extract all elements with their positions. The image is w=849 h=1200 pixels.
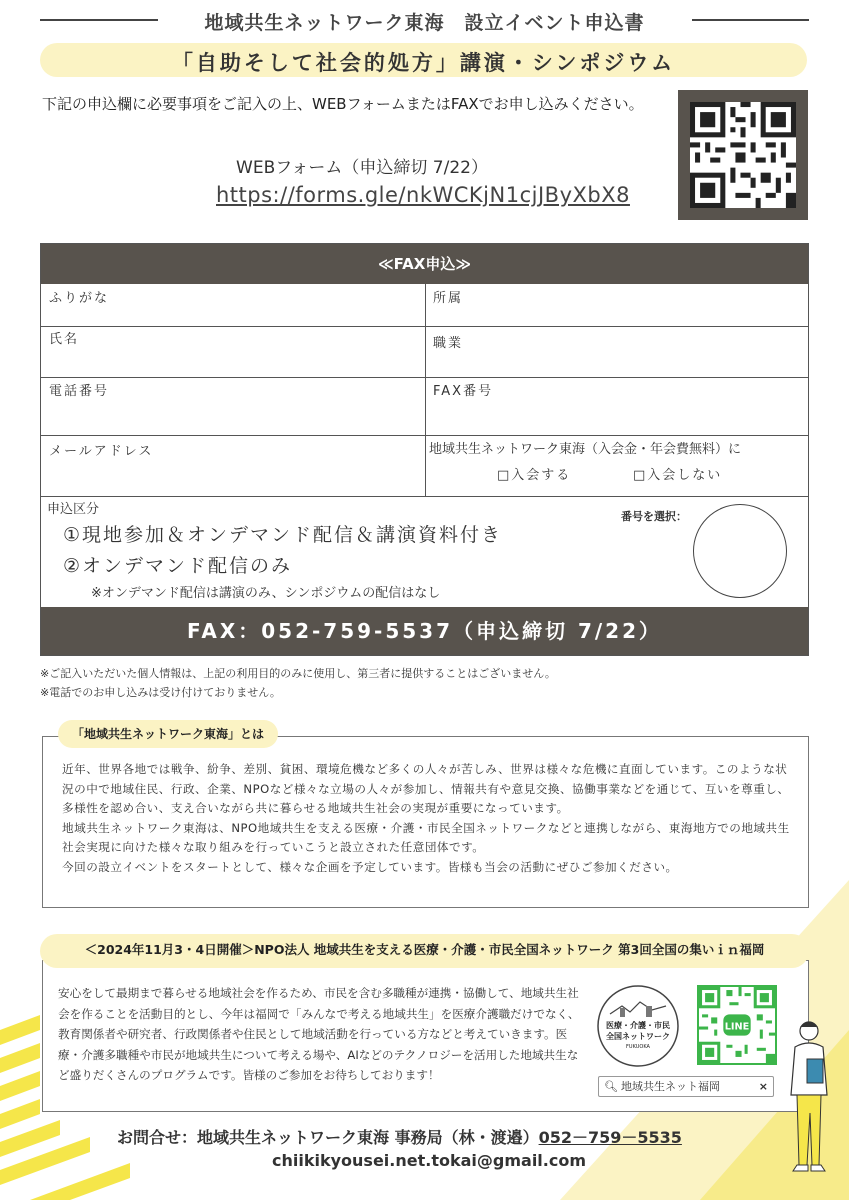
privacy-note: ※ご記入いただいた個人情報は、上記の利用目的のみに使用し、第三者に提供することはございません。 <box>40 667 556 680</box>
network-logo <box>596 984 680 1068</box>
contact-label: お問合せ：地域共生ネットワーク東海 事務局（林・渡邉） <box>117 1128 539 1147</box>
option-2-ondemand: ②オンデマンド配信のみ <box>63 555 293 577</box>
person-illustration <box>781 1017 837 1177</box>
phone-note: ※電話でのお申し込みは受け付けておりません。 <box>40 686 281 699</box>
form-row-divider <box>41 377 808 378</box>
event-description: 安心をして最期まで暮らせる地域社会を作るため、市民を含む多職種が連携・協働して、地域共生社会を作ることを活動目的とし、今年は福岡で「みんなで考える地域共生」を医療介護職だけでなく、教育関係者や研究者、行政関係者や住民として地域活動を行っている方などと考えていきます。医療・介護多職種や市民が地域共生について考える場や、AIなどのテクノロジーを活用した地域共生など盛りだくさんのプログラムです。皆様のご参加をお待ちしております！ <box>58 986 580 1082</box>
not-join-checkbox[interactable]: □入会しない <box>633 468 723 483</box>
search-query: 地域共生ネット福岡 <box>621 1080 720 1093</box>
membership-question: 地域共生ネットワーク東海（入会金・年会費無料）に <box>429 442 742 457</box>
category-label: 申込区分 <box>47 502 100 517</box>
about-text <box>62 760 790 877</box>
number-select-circle[interactable] <box>693 504 787 598</box>
form-row-divider <box>41 496 808 497</box>
about-tag: 「地域共生ネットワーク東海」とは <box>58 720 278 748</box>
contact-line <box>117 1125 682 1148</box>
intro-text: 下記の申込欄に必要事項をご記入の上、WEBフォームまたはFAXでお申し込みください。 <box>42 95 644 113</box>
about-paragraph-1: 近年、世界各地では戦争、紛争、差別、貧困、環境危機など多くの人々が苦しみ、世界は様々な危機に直面しています。このような状況の中で地域住民、行政、企業、NPOなど様々な立場の人々が参加し、情報共有や意見交換、協働事業などを通じて、互いを尊重し、多様性を認め合い、支え合いながら共に暮らせる地域共生社会の実現が重要になっています。 <box>62 762 790 815</box>
about-paragraph-3: 今回の設立イベントをスタートとして、様々な企画を予定しています。皆様も当会の活動にぜひご参加ください。 <box>62 859 678 874</box>
line-qr-code[interactable] <box>697 985 777 1065</box>
event-subtitle: 「自助そして社会的処方」講演・シンポジウム <box>171 51 676 75</box>
form-row-divider <box>41 435 808 436</box>
qr-code[interactable] <box>678 90 808 220</box>
fax-application-form <box>40 243 809 656</box>
fax-number-banner: FAX：052-759-5537（申込締切 7/22） <box>41 607 808 655</box>
pick-number-label: 番号を選択： <box>621 510 687 523</box>
search-icon: 🔍︎ <box>604 1080 618 1093</box>
option-1-onsite: ①現地参加＆オンデマンド配信＆講演資料付き <box>63 524 503 546</box>
logo-fukuoka: FUKUOKA <box>626 1044 650 1050</box>
name-field[interactable]: 氏名 <box>49 332 80 347</box>
form-row-divider <box>41 326 808 327</box>
close-icon[interactable]: × <box>758 1080 768 1093</box>
about-paragraph-2: 地域共生ネットワーク東海は、NPO地域共生を支える医療・介護・市民全国ネットワークなどと連携しながら、東海地方での地域共生社会実現に向けた様々な取り組みを行っていこうと設立された任意団体です。 <box>62 820 790 854</box>
furigana-field[interactable]: ふりがな <box>49 291 110 306</box>
fax-form-heading: ≪FAX申込≫ <box>41 244 808 284</box>
web-form-label: WEBフォーム（申込締切 7/22） <box>236 158 488 178</box>
contact-phone-link[interactable]: 052－759－5535 <box>538 1128 682 1147</box>
search-box[interactable] <box>598 1076 774 1097</box>
event-title: ＜2024年11月3・4日開催＞NPO法人 地域共生を支える医療・介護・市民全国ネットワーク 第3回全国の集いｉｎ福岡 <box>84 942 765 957</box>
logo-text-bottom: 全国ネットワーク <box>606 1032 670 1041</box>
logo-text-top: 医療・介護・市民 <box>606 1021 670 1030</box>
occupation-field[interactable]: 職業 <box>433 336 464 351</box>
line-label: LINE <box>724 1021 750 1033</box>
form-column-divider <box>425 284 426 496</box>
join-checkbox[interactable]: □入会する <box>497 468 572 483</box>
contact-email[interactable]: chiikikyousei.net.tokai@gmail.com <box>272 1151 587 1170</box>
qr-code-pattern <box>690 102 796 208</box>
email-field[interactable]: メールアドレス <box>49 444 154 459</box>
page-title: 地域共生ネットワーク東海 設立イベント申込書 <box>204 12 645 34</box>
line-qr-pattern <box>699 987 775 1063</box>
fax-number-field[interactable]: FAX番号 <box>433 384 494 399</box>
phone-field[interactable]: 電話番号 <box>49 384 110 399</box>
web-form-link[interactable]: https://forms.gle/nkWCKjN1cjJByXbX8 <box>216 183 630 207</box>
affiliation-field[interactable]: 所属 <box>433 291 464 306</box>
option-note: ※オンデマンド配信は講演のみ、シンポジウムの配信はなし <box>91 586 441 601</box>
